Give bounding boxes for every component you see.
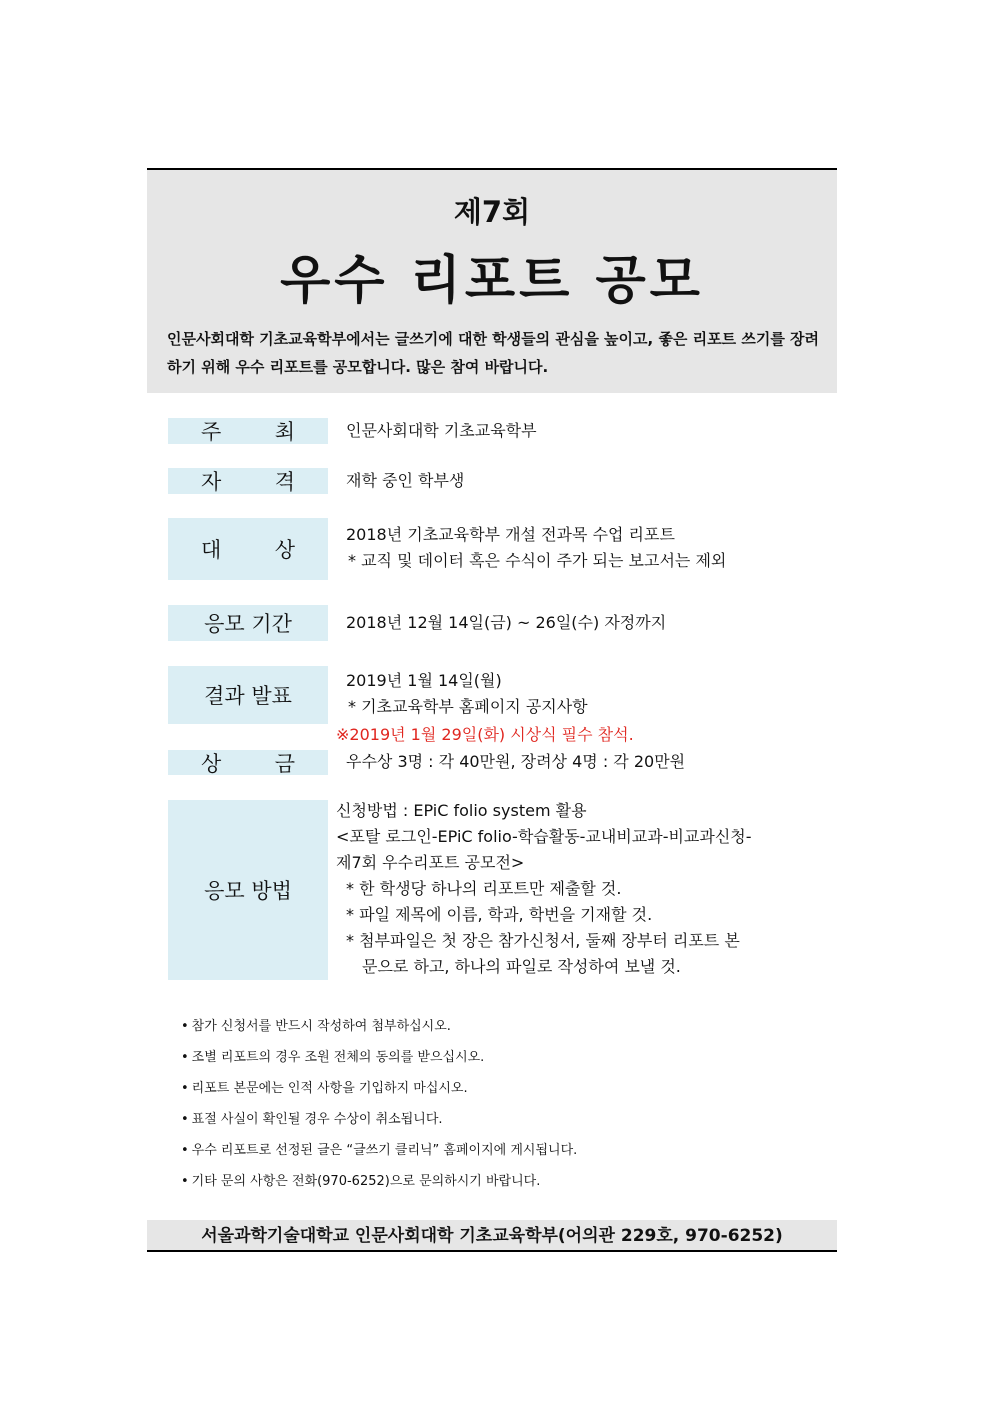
note-item: • 조별 리포트의 경우 조원 전체의 동의를 받으십시오. — [181, 1047, 577, 1078]
label-target: 대 상 — [168, 518, 328, 580]
label-eligibility: 자 격 — [168, 468, 328, 494]
label-announcement: 결과 발표 — [168, 666, 328, 724]
note-item: • 참가 신청서를 반드시 작성하여 첨부하십시오. — [181, 1016, 577, 1047]
announcement-date: 2019년 1월 14일(월) — [346, 671, 502, 690]
note-item: • 표절 사실이 확인될 경우 수상이 취소됩니다. — [181, 1109, 577, 1140]
ceremony-notice: ※2019년 1월 29일(화) 시상식 필수 참석. — [336, 725, 634, 744]
edition-number: 제7회 — [453, 195, 531, 229]
poster-title: 우수 리포트 공모 — [280, 251, 704, 311]
value-announcement — [346, 668, 588, 720]
value-prize: 우수상 3명 : 각 40만원, 장려상 4명 : 각 20만원 — [346, 752, 686, 771]
poster-header — [147, 168, 837, 393]
note-item: • 리포트 본문에는 인적 사항을 기입하지 마십시오. — [181, 1078, 577, 1109]
method-line: 신청방법 : EPiC folio system 활용 — [336, 801, 587, 820]
value-eligibility: 재학 중인 학부생 — [346, 471, 465, 490]
notes-list — [181, 1016, 577, 1202]
value-target — [346, 522, 726, 574]
target-line: 2018년 기초교육학부 개설 전과목 수업 리포트 — [346, 525, 675, 544]
method-line: * 한 학생당 하나의 리포트만 제출할 것. — [346, 879, 622, 898]
value-period: 2018년 12월 14일(금) ~ 26일(수) 자정까지 — [346, 613, 667, 632]
target-exclusion: * 교직 및 데이터 혹은 수식이 주가 되는 보고서는 제외 — [348, 551, 727, 570]
label-host: 주 최 — [168, 418, 328, 444]
footer-contact: 서울과학기술대학교 인문사회대학 기초교육학부(어의관 229호, 970-6252) — [147, 1220, 837, 1252]
value-host: 인문사회대학 기초교육학부 — [346, 421, 537, 440]
method-line: <포탈 로그인-EPiC folio-학습활동-교내비교과-비교과신청- — [336, 827, 752, 846]
label-method: 응모 방법 — [168, 800, 328, 980]
label-prize: 상 금 — [168, 750, 328, 775]
intro-text: 인문사회대학 기초교육학부에서는 글쓰기에 대한 학생들의 관심을 높이고, 좋은 리포트 쓰기를 장려하기 위해 우수 리포트를 공모합니다. 많은 참여 바랍니다. — [167, 330, 820, 376]
method-line: 문으로 하고, 하나의 파일로 작성하여 보낼 것. — [362, 957, 681, 976]
label-period: 응모 기간 — [168, 605, 328, 641]
method-line: 제7회 우수리포트 공모전> — [336, 853, 525, 872]
announcement-location: * 기초교육학부 홈페이지 공지사항 — [348, 697, 588, 716]
method-line: * 파일 제목에 이름, 학과, 학번을 기재할 것. — [346, 905, 653, 924]
note-item: • 우수 리포트로 선정된 글은 “글쓰기 클리닉” 홈페이지에 게시됩니다. — [181, 1140, 577, 1171]
value-method — [336, 798, 752, 980]
method-line: * 첨부파일은 첫 장은 참가신청서, 둘째 장부터 리포트 본 — [346, 931, 740, 950]
note-item: • 기타 문의 사항은 전화(970-6252)으로 문의하시기 바랍니다. — [181, 1171, 577, 1202]
